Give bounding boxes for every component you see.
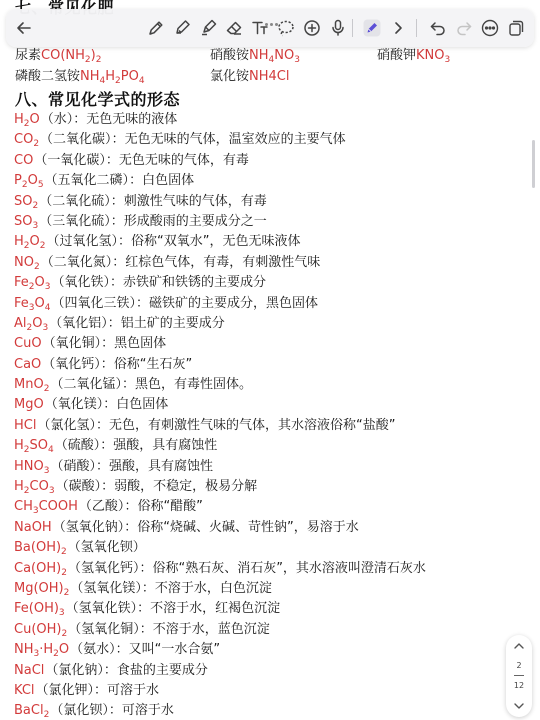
compound-description: ：俗称“醋酸” <box>124 499 203 515</box>
compound-description: ：俗称“生石灰” <box>100 356 193 372</box>
compound-name: （氢氧化镁） <box>70 580 142 596</box>
lasso-icon[interactable] <box>276 18 296 38</box>
compound-row <box>14 334 534 354</box>
compound-name: （氧化铝） <box>49 315 108 331</box>
compound-description: ：磁铁矿的主要成分，黑色固体 <box>135 295 318 311</box>
compound-name: （氢氧化钠） <box>52 519 125 535</box>
compound-name: （二氧化硫） <box>39 193 111 209</box>
toolbar-divider <box>416 19 417 37</box>
compound-name: （硝酸） <box>50 458 96 474</box>
compound-name: （氧化钙） <box>42 356 101 372</box>
compound-name: （二氧化碳） <box>40 132 112 148</box>
undo-icon[interactable] <box>428 18 448 38</box>
compound-description: ：俗称“双氧水”，无色无味液体 <box>118 234 301 250</box>
compound-formula: CuO <box>14 336 42 352</box>
fertilizer-item <box>210 65 289 84</box>
fertilizer-name: 硝酸钾 <box>377 48 417 63</box>
compound-formula: $H_2CO_3$ <box>14 479 55 497</box>
compound-description: ：无色无味的气体，有毒 <box>105 152 249 168</box>
compound-name: （氯化钠） <box>45 662 104 678</box>
compound-row <box>14 253 534 273</box>
compound-formula: NaOH <box>14 519 52 535</box>
compound-row <box>14 579 534 599</box>
compound-row <box>14 171 534 191</box>
compound-name: （氨水） <box>70 642 116 658</box>
compound-formula: $H_2O_2$ <box>14 234 46 252</box>
compound-name: （氧化铁） <box>51 275 110 291</box>
marker-icon[interactable] <box>172 18 192 38</box>
page-up-icon[interactable] <box>511 640 527 652</box>
compound-description: ：刺激性气味的气体，有毒 <box>110 193 267 209</box>
fertilizer-item <box>15 65 145 84</box>
compound-row <box>14 416 534 436</box>
compound-formula: CaO <box>14 356 42 372</box>
scrollbar[interactable] <box>532 140 535 188</box>
compound-name: （氧化镁） <box>44 397 104 413</box>
color-pen-icon[interactable] <box>362 18 382 38</box>
compound-formula: $CO_2$ <box>14 132 40 150</box>
compound-formula: $Al_2O_3$ <box>14 315 49 333</box>
compound-formula: $Fe(OH)_3$ <box>14 601 65 619</box>
compound-name: （硫酸） <box>54 438 101 454</box>
more-icon[interactable] <box>480 18 500 38</box>
compound-description: ：赤铁矿和铁锈的主要成分 <box>109 275 266 291</box>
text-tool-icon[interactable] <box>250 18 270 38</box>
compound-list <box>14 110 534 720</box>
compound-formula: $NH_3\cdot H_2O$ <box>14 642 70 660</box>
compound-formula: $SO_3$ <box>14 213 39 231</box>
compound-row <box>14 620 534 640</box>
compound-formula: $Mg(OH)_2$ <box>14 580 70 598</box>
compound-formula: $Fe_3O_4$ <box>14 295 51 313</box>
compound-name: （一氧化碳） <box>34 152 106 168</box>
compound-name: （氯化钾） <box>35 682 95 698</box>
compound-name: （氢氧化铜） <box>68 621 140 637</box>
compound-row <box>14 477 534 497</box>
compound-description: ：强酸，具有腐蚀性 <box>95 458 213 474</box>
section-8-heading: 八、常见化学式的形态 <box>15 90 181 109</box>
fertilizer-row-1 <box>0 44 540 64</box>
compound-formula: $HNO_3$ <box>14 458 50 476</box>
compound-row <box>14 151 534 171</box>
compound-name: （氯化氢） <box>37 417 96 433</box>
compound-formula: $H_2SO_4$ <box>14 438 54 456</box>
compound-formula: BaCl$_2$ <box>14 703 50 720</box>
compound-row <box>14 599 534 619</box>
compound-description: ：不溶于水，红褐色沉淀 <box>137 601 281 617</box>
compound-name: （氧化铜） <box>42 336 102 352</box>
fertilizer-formula: $KNO_3$ <box>416 48 451 65</box>
redo-icon[interactable] <box>454 18 474 38</box>
pages-icon[interactable] <box>506 18 526 38</box>
compound-formula: $P_2O_5$ <box>14 173 44 191</box>
compound-description: ：不溶于水，蓝色沉淀 <box>139 621 270 637</box>
compound-formula: $Ba(OH)_2$ <box>14 540 67 558</box>
compound-name: （氢氧化钡） <box>67 540 146 556</box>
compound-row <box>14 436 534 456</box>
compound-name: （二氧化氮） <box>40 254 113 270</box>
compound-description: ：又叫“一水合氨” <box>115 642 221 658</box>
compound-description: ：形成酸雨的主要成分之一 <box>110 213 267 229</box>
compound-row <box>14 538 534 558</box>
page-divider <box>514 675 524 676</box>
compound-formula: $Ca(OH)_2$ <box>14 560 67 578</box>
add-shape-icon[interactable] <box>302 18 322 38</box>
compound-formula: $Cu(OH)_2$ <box>14 621 68 639</box>
fertilizer-row-2 <box>0 65 540 85</box>
compound-name: （氯化钡） <box>50 703 109 719</box>
toolbar-divider <box>352 19 353 37</box>
compound-name: （氢氧化钙） <box>67 560 140 576</box>
compound-formula: HCl <box>14 417 37 433</box>
chevron-right-icon[interactable] <box>388 18 408 38</box>
compound-formula: $H_2O$ <box>14 112 40 129</box>
compound-description: ：白色固体 <box>129 173 195 189</box>
compound-name: （乙酸） <box>78 499 125 515</box>
compound-row <box>14 110 534 130</box>
microphone-icon[interactable] <box>328 18 348 38</box>
compound-name: （四氧化三铁） <box>51 295 136 311</box>
compound-row <box>14 661 534 681</box>
compound-row <box>14 497 534 517</box>
compound-row <box>14 212 534 232</box>
compound-name: （碳酸） <box>55 479 102 495</box>
compound-name: （过氧化氢） <box>46 234 118 250</box>
compound-formula: MnO$_2$ <box>14 377 50 395</box>
compound-description: ：可溶于水 <box>94 682 160 698</box>
compound-name: （氢氧化铁） <box>65 601 138 617</box>
compound-formula: $NO_2$ <box>14 254 40 272</box>
compound-formula: NaCl <box>14 662 45 678</box>
compound-name: （五氧化二磷） <box>44 173 130 189</box>
page-indicator <box>506 635 532 717</box>
fertilizer-formula: NH4Cl <box>249 69 290 84</box>
compound-row <box>14 355 534 375</box>
fertilizer-name: 硝酸铵 <box>210 48 250 63</box>
compound-description: ：强酸，具有腐蚀性 <box>100 438 218 454</box>
back-arrow-icon[interactable] <box>14 18 34 38</box>
compound-name: （三氧化硫） <box>39 213 111 229</box>
compound-row <box>14 395 534 415</box>
compound-formula: MgO <box>14 397 44 413</box>
compound-formula: CO <box>14 152 34 168</box>
compound-description: ：无色无味的液体 <box>73 112 178 127</box>
compound-formula: KCl <box>14 682 35 698</box>
highlighter-icon[interactable] <box>198 18 218 38</box>
compound-formula: $SO_2$ <box>14 193 39 211</box>
compound-row <box>14 681 534 701</box>
fertilizer-name: 氯化铵 <box>210 69 250 84</box>
compound-row <box>14 314 534 334</box>
compound-description: ：白色固体 <box>103 397 169 413</box>
compound-row <box>14 232 534 252</box>
compound-row <box>14 192 534 212</box>
fertilizer-formula: $NH_4NO_3$ <box>249 48 300 65</box>
pen-icon[interactable] <box>146 18 166 38</box>
compound-description: ：铝土矿的主要成分 <box>107 315 225 331</box>
compound-description: ：无色，有刺激性气味的气体，其水溶液俗称“盐酸” <box>95 417 396 433</box>
fertilizer-name: 磷酸二氢铵 <box>15 69 81 84</box>
compound-description: ：俗称“烧碱、火碱、苛性钠”，易溶于水 <box>124 519 359 535</box>
compound-description: ：红棕色气体，有毒，有刺激性气味 <box>112 254 321 270</box>
compound-row <box>14 294 534 314</box>
compound-row <box>14 375 534 395</box>
compound-row <box>14 457 534 477</box>
compound-row <box>14 701 534 720</box>
compound-description: ：黑色固体 <box>101 336 167 352</box>
compound-formula: $Fe_2O_3$ <box>14 275 51 293</box>
eraser-icon[interactable] <box>224 18 244 38</box>
total-pages: 12 <box>513 681 525 690</box>
compound-description: ：弱酸，不稳定，极易分解 <box>101 479 258 495</box>
compound-row <box>14 640 534 660</box>
fertilizer-formula: $CO(NH_2)_2$ <box>41 48 102 65</box>
compound-description: ：可溶于水 <box>108 703 174 719</box>
fertilizer-formula: $NH_4H_2PO_4$ <box>80 69 145 86</box>
drag-handle[interactable] <box>265 11 285 17</box>
compound-formula: $CH_3COOH$ <box>14 499 78 517</box>
current-page: 2 <box>516 661 522 670</box>
page-down-icon[interactable] <box>511 700 527 712</box>
compound-description: ：无色无味的气体，温室效应的主要气体 <box>111 132 346 148</box>
compound-description: ：黑色，有毒性固体。 <box>121 377 252 393</box>
compound-description: ：俗称“熟石灰、消石灰”，其水溶液叫澄清石灰水 <box>139 560 426 576</box>
annotation-toolbar <box>6 9 534 47</box>
compound-name: （二氧化锰） <box>50 377 122 393</box>
fertilizer-name: 尿素 <box>15 48 42 63</box>
compound-row <box>14 273 534 293</box>
compound-row <box>14 559 534 579</box>
compound-description: ：食盐的主要成分 <box>103 662 208 678</box>
compound-row <box>14 518 534 538</box>
compound-name: （水） <box>40 112 74 127</box>
compound-description: ：不溶于水，白色沉淀 <box>141 580 272 596</box>
compound-row <box>14 130 534 150</box>
